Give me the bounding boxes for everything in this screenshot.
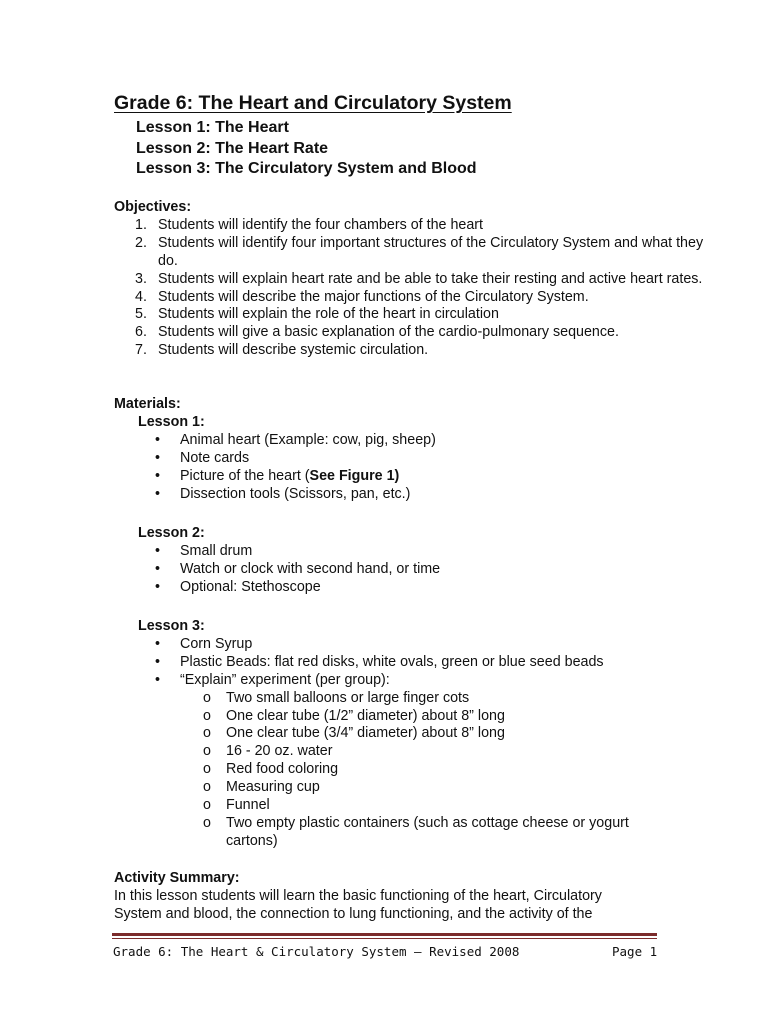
list-item: o One clear tube (1/2” diameter) about 8” long (203, 707, 505, 724)
objective-item: 7. Students will describe systemic circulation. (135, 342, 429, 359)
experiment-materials-list (114, 690, 666, 851)
lesson-title-3: Lesson 3: The Circulatory System and Blood (136, 160, 477, 177)
materials-lesson2-section (114, 525, 440, 597)
list-item: • Picture of the heart (See Figure 1) (155, 467, 400, 484)
objective-item: 4. Students will describe the major functions of the Circulatory System. (135, 288, 589, 305)
list-item: o Funnel (203, 797, 270, 814)
figure-reference: See Figure 1) (309, 467, 400, 484)
objectives-list (114, 217, 710, 360)
materials-heading: Materials: (114, 396, 181, 412)
objective-item: 5. Students will explain the role of the heart in circulation (135, 306, 499, 323)
list-item: • Plastic Beads: flat red disks, white ovals, green or blue seed beads (155, 653, 604, 670)
list-item: • Optional: Stethoscope (155, 578, 321, 595)
list-item: o Measuring cup (203, 779, 320, 796)
lesson3-materials-list (114, 636, 666, 690)
objective-item: 3. Students will explain heart rate and be able to take their resting and active heart rates. (135, 270, 703, 287)
materials-lesson3-section (114, 618, 666, 851)
list-item: • Dissection tools (Scissors, pan, etc.) (155, 485, 411, 502)
materials-lesson1-heading: Lesson 1: (138, 413, 205, 430)
objectives-heading: Objectives: (114, 199, 192, 215)
materials-section (114, 396, 436, 503)
list-item: • Corn Syrup (155, 635, 253, 652)
list-item: o 16 - 20 oz. water (203, 743, 333, 760)
lesson-list (136, 118, 477, 180)
objectives-section (114, 199, 710, 360)
document-title: Grade 6: The Heart and Circulatory System (114, 92, 512, 114)
materials-lesson3-heading: Lesson 3: (138, 618, 205, 634)
objective-item: 6. Students will give a basic explanation of the cardio-pulmonary sequence. (135, 324, 619, 341)
list-item: o One clear tube (3/4” diameter) about 8” long (203, 725, 505, 742)
lesson2-materials-list (114, 543, 440, 597)
footer-divider-thin (112, 938, 657, 939)
list-item: • Note cards (155, 449, 250, 466)
footer-divider (112, 933, 657, 936)
list-item: • Small drum (155, 542, 253, 559)
list-item: o Red food coloring (203, 761, 339, 778)
list-item: o Two small balloons or large finger cots (203, 689, 470, 706)
activity-summary-text: In this lesson students will learn the basic functioning of the heart, Circulatory System and blood, the connection to lung functioning, and the activity of the (114, 887, 602, 922)
objective-item: 2. Students will identify four important structures of the Circulatory System and what they do. (135, 234, 704, 269)
list-item: o Two empty plastic containers (such as cottage cheese or yogurt cartons) (203, 814, 629, 849)
activity-summary-heading: Activity Summary: (114, 870, 240, 886)
list-item: • Watch or clock with second hand, or time (155, 560, 441, 577)
objective-item: 1. Students will identify the four chambers of the heart (135, 216, 484, 233)
list-item: • Animal heart (Example: cow, pig, sheep) (155, 431, 436, 448)
footer-text: Grade 6: The Heart & Circulatory System – Revised 2008 (113, 944, 520, 959)
list-item: • “Explain” experiment (per group): (155, 671, 390, 688)
lesson-title-1: Lesson 1: The Heart (136, 119, 289, 136)
materials-lesson2-heading: Lesson 2: (138, 525, 205, 541)
page-number: Page 1 (612, 944, 658, 959)
lesson-title-2: Lesson 2: The Heart Rate (136, 139, 329, 157)
activity-summary-section (114, 870, 634, 924)
lesson1-materials-list (114, 432, 436, 504)
